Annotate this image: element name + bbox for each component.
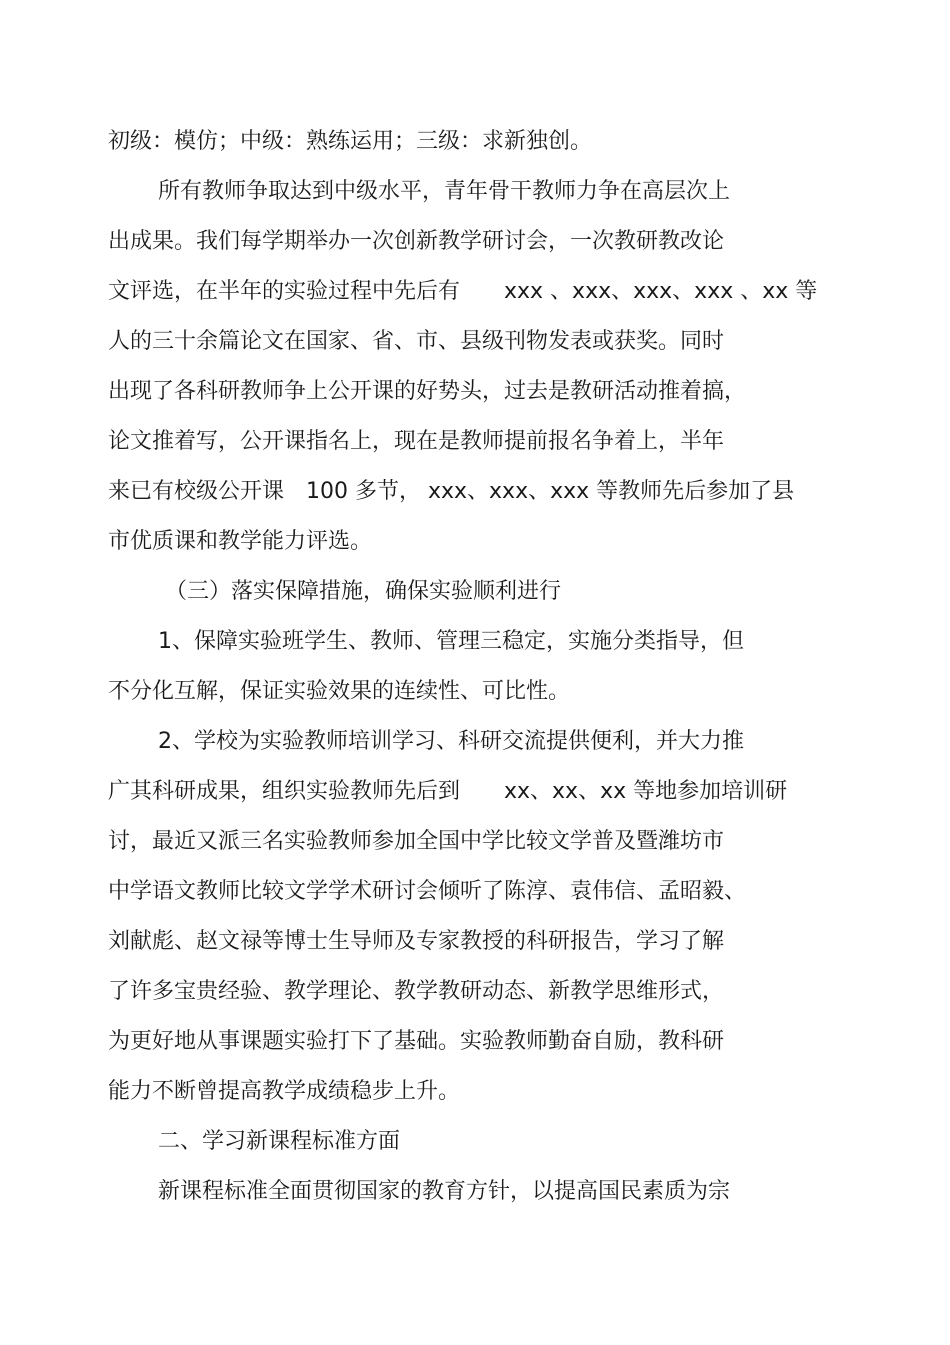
- text-line: 出成果。我们每学期举办一次创新教学研讨会，一次教研教改论: [108, 229, 725, 254]
- text-line: 人的三十余篇论文在国家、省、市、县级刊物发表或获奖。同时: [108, 329, 725, 354]
- list-item-line: 2、学校为实验教师培训学习、科研交流提供便利，并大力推: [158, 729, 744, 754]
- text-line: 中学语文教师比较文学学术研讨会倾听了陈淳、袁伟信、孟昭毅、: [108, 879, 747, 904]
- section-heading: 二、学习新课程标准方面: [158, 1129, 401, 1154]
- list-item-line: 1、保障实验班学生、教师、管理三稳定，实施分类指导，但: [158, 629, 744, 654]
- text-line: 广其科研成果，组织实验教师先后到 xx、xx、xx 等地参加培训研: [108, 779, 788, 804]
- text-line: 能力不断曾提高教学成绩稳步上升。: [108, 1079, 461, 1104]
- text-line: 为更好地从事课题实验打下了基础。实验教师勤奋自励，教科研: [108, 1029, 725, 1054]
- paragraph-start-line: 新课程标准全面贯彻国家的教育方针，以提高国民素质为宗: [158, 1179, 731, 1204]
- text-line: 刘献彪、赵文禄等博士生导师及专家教授的科研报告，学习了解: [108, 929, 725, 954]
- text-line: 了许多宝贵经验、教学理论、教学教研动态、新教学思维形式，: [108, 979, 725, 1004]
- text-line: 不分化互解，保证实验效果的连续性、可比性。: [108, 679, 571, 704]
- text-line: 出现了各科研教师争上公开课的好势头，过去是教研活动推着搞，: [108, 379, 747, 404]
- text-line: 文评选，在半年的实验过程中先后有 xxx 、xxx、xxx、xxx 、xx 等: [108, 279, 818, 304]
- section-heading: （三）落实保障措施，确保实验顺利进行: [165, 579, 562, 604]
- text-line: 市优质课和教学能力评选。: [108, 529, 373, 554]
- text-line: 来已有校级公开课 100 多节， xxx、xxx、xxx 等教师先后参加了县: [108, 479, 795, 504]
- text-line: 论文推着写，公开课指名上，现在是教师提前报名争着上，半年: [108, 429, 725, 454]
- paragraph-start-line: 所有教师争取达到中级水平，青年骨干教师力争在高层次上: [158, 179, 731, 204]
- text-line: 初级：模仿；中级：熟练运用；三级：求新独创。: [108, 129, 593, 154]
- text-line: 讨，最近又派三名实验教师参加全国中学比较文学普及暨潍坊市: [108, 829, 725, 854]
